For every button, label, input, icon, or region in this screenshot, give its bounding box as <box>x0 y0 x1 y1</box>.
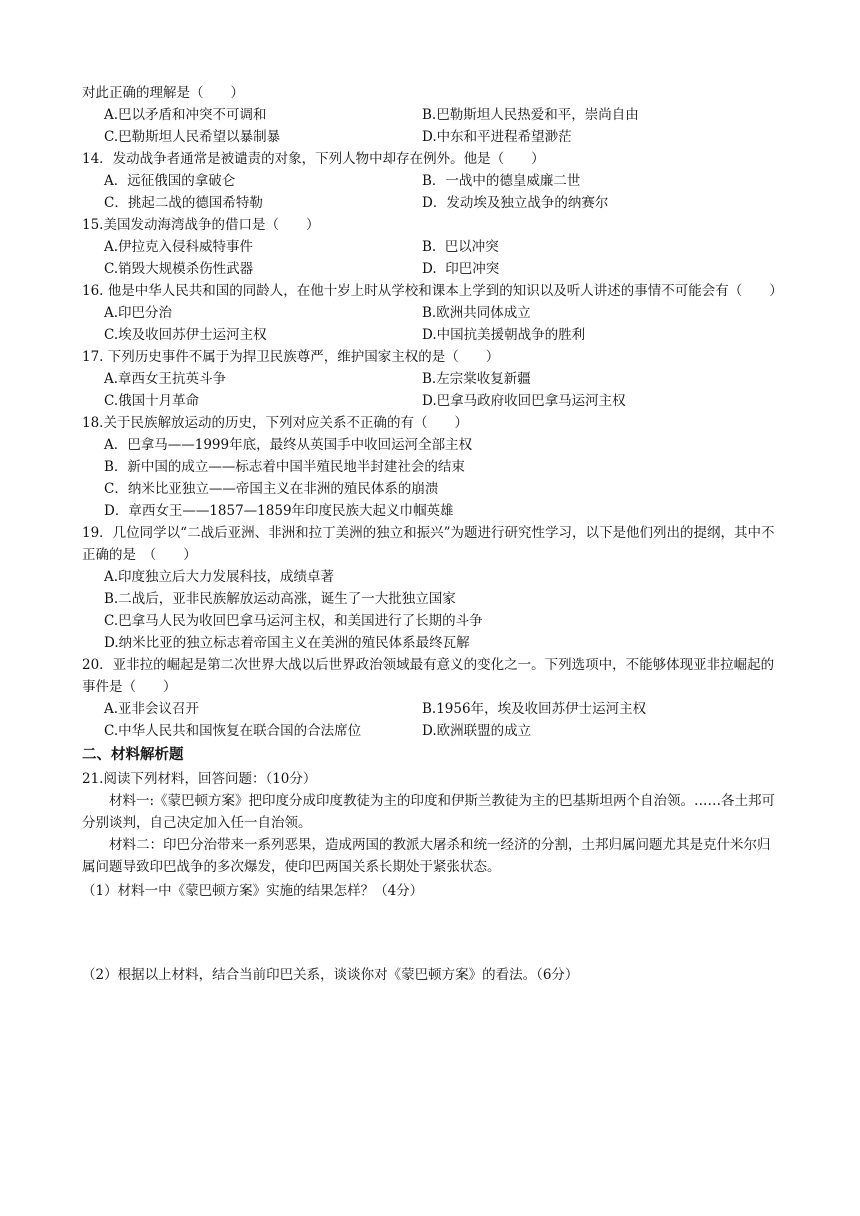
q17-option-b: B.左宗棠收复新疆 <box>422 371 531 387</box>
q21-material-1: 材料一:《蒙巴顿方案》把印度分成印度教徒为主的印度和伊斯兰教徒为主的巴基斯坦两个自治领。……各土邦可分别谈判，自己决定加入任一自治领。 <box>82 793 776 831</box>
q17-option-a: A.章西女王抗英斗争 <box>104 371 227 387</box>
q13-option-b: B.巴勒斯坦人民热爱和平，崇尚自由 <box>422 107 639 123</box>
exam-page <box>82 82 782 986</box>
q14-option-b: B．一战中的德皇威廉二世 <box>422 173 581 189</box>
q20-option-b: B.1956年，埃及收回苏伊士运河主权 <box>422 701 647 717</box>
q20-options-row2 <box>82 720 782 742</box>
q15-option-d: D. 印巴冲突 <box>422 261 500 277</box>
q18-option-d: D．章西女王——1857—1859年印度民族大起义巾帼英雄 <box>104 503 454 519</box>
q15-option-b: B. 巴以冲突 <box>422 239 499 255</box>
q20-options-row1 <box>82 698 782 720</box>
q20-option-c: C.中华人民共和国恢复在联合国的合法席位 <box>104 723 362 739</box>
q17-options-row2 <box>82 390 782 412</box>
q18-option-c: C．纳米比亚独立——帝国主义在非洲的殖民体系的崩溃 <box>104 481 439 497</box>
q14-stem: 14．发动战争者通常是被谴责的对象，下列人物中却存在例外。他是（ ） <box>82 151 545 167</box>
q15-option-a: A.伊拉克入侵科威特事件 <box>104 239 254 255</box>
q18-stem: 18.关于民族解放运动的历史，下列对应关系不正确的有（ ） <box>82 415 468 431</box>
q16-stem: 16. 他是中华人民共和国的同龄人，在他十岁上时从学校和课本上学到的知识以及听人讲述的事情不可能会有（ ） <box>82 283 783 299</box>
q15-options-row1 <box>82 236 782 258</box>
q18-option-a: A．巴拿马——1999年底，最终从英国手中收回运河全部主权 <box>104 437 473 453</box>
q16-options-row2 <box>82 324 782 346</box>
q21-material-2: 材料二：印巴分治带来一系列恶果，造成两国的教派大屠杀和统一经济的分割，土邦归属问题尤其是克什米尔归属问题导致印巴战争的多次爆发，使印巴两国关系长期处于紧张状态。 <box>82 837 771 875</box>
q17-stem: 17. 下列历史事件不属于为捍卫民族尊严，维护国家主权的是（ ） <box>82 349 500 365</box>
q17-options-row1 <box>82 368 782 390</box>
q14-options-row1 <box>82 170 782 192</box>
q13-options-row1 <box>82 104 782 126</box>
q19-option-d: D.纳米比亚的独立标志着帝国主义在美洲的殖民体系最终瓦解 <box>104 635 470 651</box>
q16-option-a: A.印巴分治 <box>104 305 173 321</box>
q13-option-c: C.巴勒斯坦人民希望以暴制暴 <box>104 129 281 145</box>
q19-option-c: C.巴拿马人民为收回巴拿马运河主权，和美国进行了长期的斗争 <box>104 613 483 629</box>
q20-option-d: D.欧洲联盟的成立 <box>422 723 532 739</box>
q16-options-row1 <box>82 302 782 324</box>
q18-option-b: B．新中国的成立——标志着中国半殖民地半封建社会的结束 <box>104 459 465 475</box>
q13-stem: 对此正确的理解是（ ） <box>82 85 244 101</box>
q19-option-b: B.二战后，亚非民族解放运动高涨，诞生了一大批独立国家 <box>104 591 456 607</box>
q13-options-row2 <box>82 126 782 148</box>
q21-subquestion-1: （1）材料一中《蒙巴顿方案》实施的结果怎样？（4分） <box>82 883 424 899</box>
q13-option-d: D.中东和平进程希望渺茫 <box>422 129 572 145</box>
q16-option-c: C.埃及收回苏伊士运河主权 <box>104 327 267 343</box>
section-heading: 二、材料解析题 <box>82 747 184 763</box>
q20-option-a: A.亚非会议召开 <box>104 701 200 717</box>
q21-subquestion-2: （2）根据以上材料，结合当前印巴关系，谈谈你对《蒙巴顿方案》的看法。（6分） <box>82 967 579 983</box>
q17-option-c: C.俄国十月革命 <box>104 393 200 409</box>
q14-option-d: D．发动埃及独立战争的纳赛尔 <box>422 195 609 211</box>
q15-options-row2 <box>82 258 782 280</box>
q19-stem: 19．几位同学以“二战后亚洲、非洲和拉丁美洲的独立和振兴”为题进行研究性学习，以下是他们列出的提纲，其中不正确的是 （ ） <box>82 525 775 563</box>
q21-stem: 21.阅读下列材料，回答问题：（10分） <box>82 771 317 787</box>
q19-option-a: A.印度独立后大力发展科技，成绩卓著 <box>104 569 335 585</box>
q14-options-row2 <box>82 192 782 214</box>
answer-space-1 <box>82 902 782 964</box>
q15-stem: 15.美国发动海湾战争的借口是（ ） <box>82 217 320 233</box>
q16-option-b: B.欧洲共同体成立 <box>422 305 531 321</box>
q14-option-a: A．远征俄国的拿破仑 <box>104 173 236 189</box>
q13-option-a: A.巴以矛盾和冲突不可调和 <box>104 107 267 123</box>
q15-option-c: C.销毁大规模杀伤性武器 <box>104 261 254 277</box>
q16-option-d: D.中国抗美援朝战争的胜利 <box>422 327 586 343</box>
q14-option-c: C．挑起二战的德国希特勒 <box>104 195 263 211</box>
q17-option-d: D.巴拿马政府收回巴拿马运河主权 <box>422 393 626 409</box>
q20-stem: 20．亚非拉的崛起是第二次世界大战以后世界政治领域最有意义的变化之一。下列选项中，不能够体现亚非拉崛起的事件是（ ） <box>82 657 775 695</box>
